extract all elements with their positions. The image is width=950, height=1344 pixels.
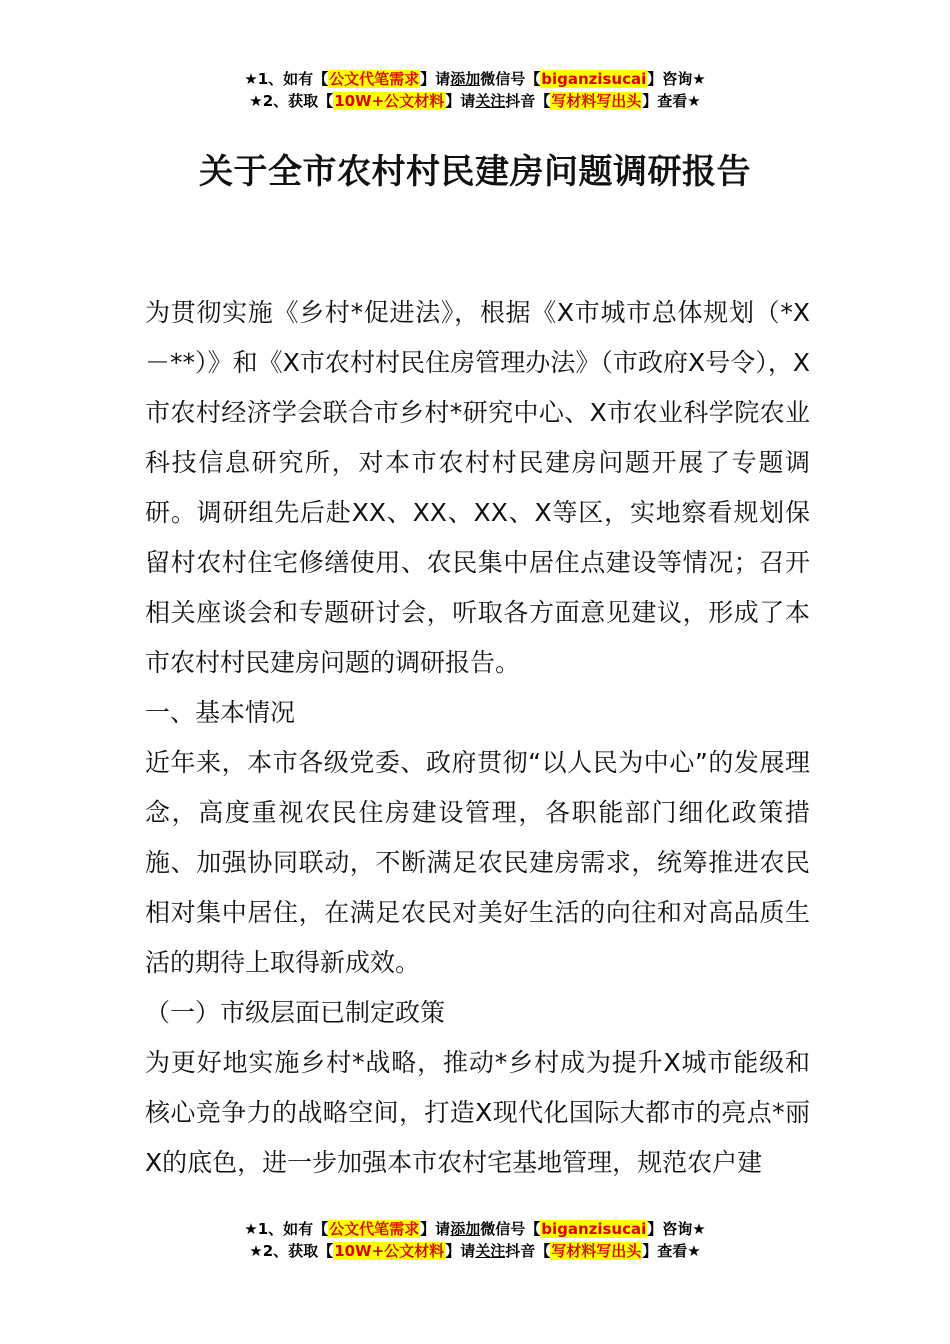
banner-text: 微信号【	[480, 1220, 541, 1238]
banner-highlight: 写材料写出头	[551, 92, 642, 110]
banner-highlight: biganzisucai	[541, 1220, 647, 1238]
banner-text: 微信号【	[480, 70, 541, 88]
banner-text: ★1、如有【	[244, 1220, 329, 1238]
banner-text: 】请	[420, 1220, 451, 1238]
banner-text: 抖音【	[505, 1242, 551, 1260]
banner-text: 】请	[420, 70, 451, 88]
header-banner	[0, 68, 950, 112]
banner-text: 】咨询★	[647, 1220, 706, 1238]
paragraph-intro: 为贯彻实施《乡村*促进法》，根据《X市城市总体规划（*X－**）》和《X市农村村民住房管理办法》（市政府X号令），X市农村经济学会联合市乡村*研究中心、X市农业科学院农业科技信息研究所，对本市农村村民建房问题开展了专题调研。调研组先后赴XX、XX、XX、X等区，实地察看规划保留村农村住宅修缮使用、农民集中居住点建设等情况；召开相关座谈会和专题研讨会，听取各方面意见建议，形成了本市农村村民建房问题的调研报告。	[145, 298, 810, 677]
banner-line-1	[0, 68, 950, 90]
banner-text: 】请	[445, 92, 476, 110]
banner-text: 】请	[445, 1242, 476, 1260]
section-heading: 一、基本情况	[145, 698, 296, 727]
banner-text: 】查看★	[642, 1242, 701, 1260]
banner-underlined: 添加	[450, 70, 481, 88]
banner-underlined: 关注	[475, 92, 506, 110]
banner-line-2	[0, 90, 950, 112]
banner-highlight: 10W+公文材料	[334, 1242, 445, 1260]
document-title: 关于全市农村村民建房问题调研报告	[199, 152, 751, 192]
banner-line-2	[0, 1240, 950, 1262]
banner-underlined: 添加	[450, 1220, 481, 1238]
document-body	[145, 288, 810, 1188]
banner-highlight: 公文代笔需求	[329, 1220, 420, 1238]
banner-text: ★1、如有【	[244, 70, 329, 88]
paragraph: 为更好地实施乡村*战略，推动*乡村成为提升X城市能级和核心竞争力的战略空间，打造X现代化国际大都市的亮点*丽X的底色，进一步加强本市农村宅基地管理，规范农户建	[145, 1048, 810, 1177]
banner-text: 抖音【	[505, 92, 551, 110]
banner-highlight: 写材料写出头	[551, 1242, 642, 1260]
banner-text: 】查看★	[642, 92, 701, 110]
banner-highlight: 公文代笔需求	[329, 70, 420, 88]
banner-highlight: biganzisucai	[541, 70, 647, 88]
footer-banner	[0, 1218, 950, 1262]
banner-line-1	[0, 1218, 950, 1240]
subsection-heading: （一）市级层面已制定政策	[145, 998, 446, 1027]
banner-underlined: 关注	[475, 1242, 506, 1260]
banner-highlight: 10W+公文材料	[334, 92, 445, 110]
paragraph: 近年来，本市各级党委、政府贯彻“以人民为中心”的发展理念，高度重视农民住房建设管理，各职能部门细化政策措施、加强协同联动，不断满足农民建房需求，统筹推进农民相对集中居住，在满足农民对美好生活的向往和对高品质生活的期待上取得新成效。	[145, 748, 810, 977]
banner-text: ★2、获取【	[249, 92, 334, 110]
banner-text: ★2、获取【	[249, 1242, 334, 1260]
banner-text: 】咨询★	[647, 70, 706, 88]
